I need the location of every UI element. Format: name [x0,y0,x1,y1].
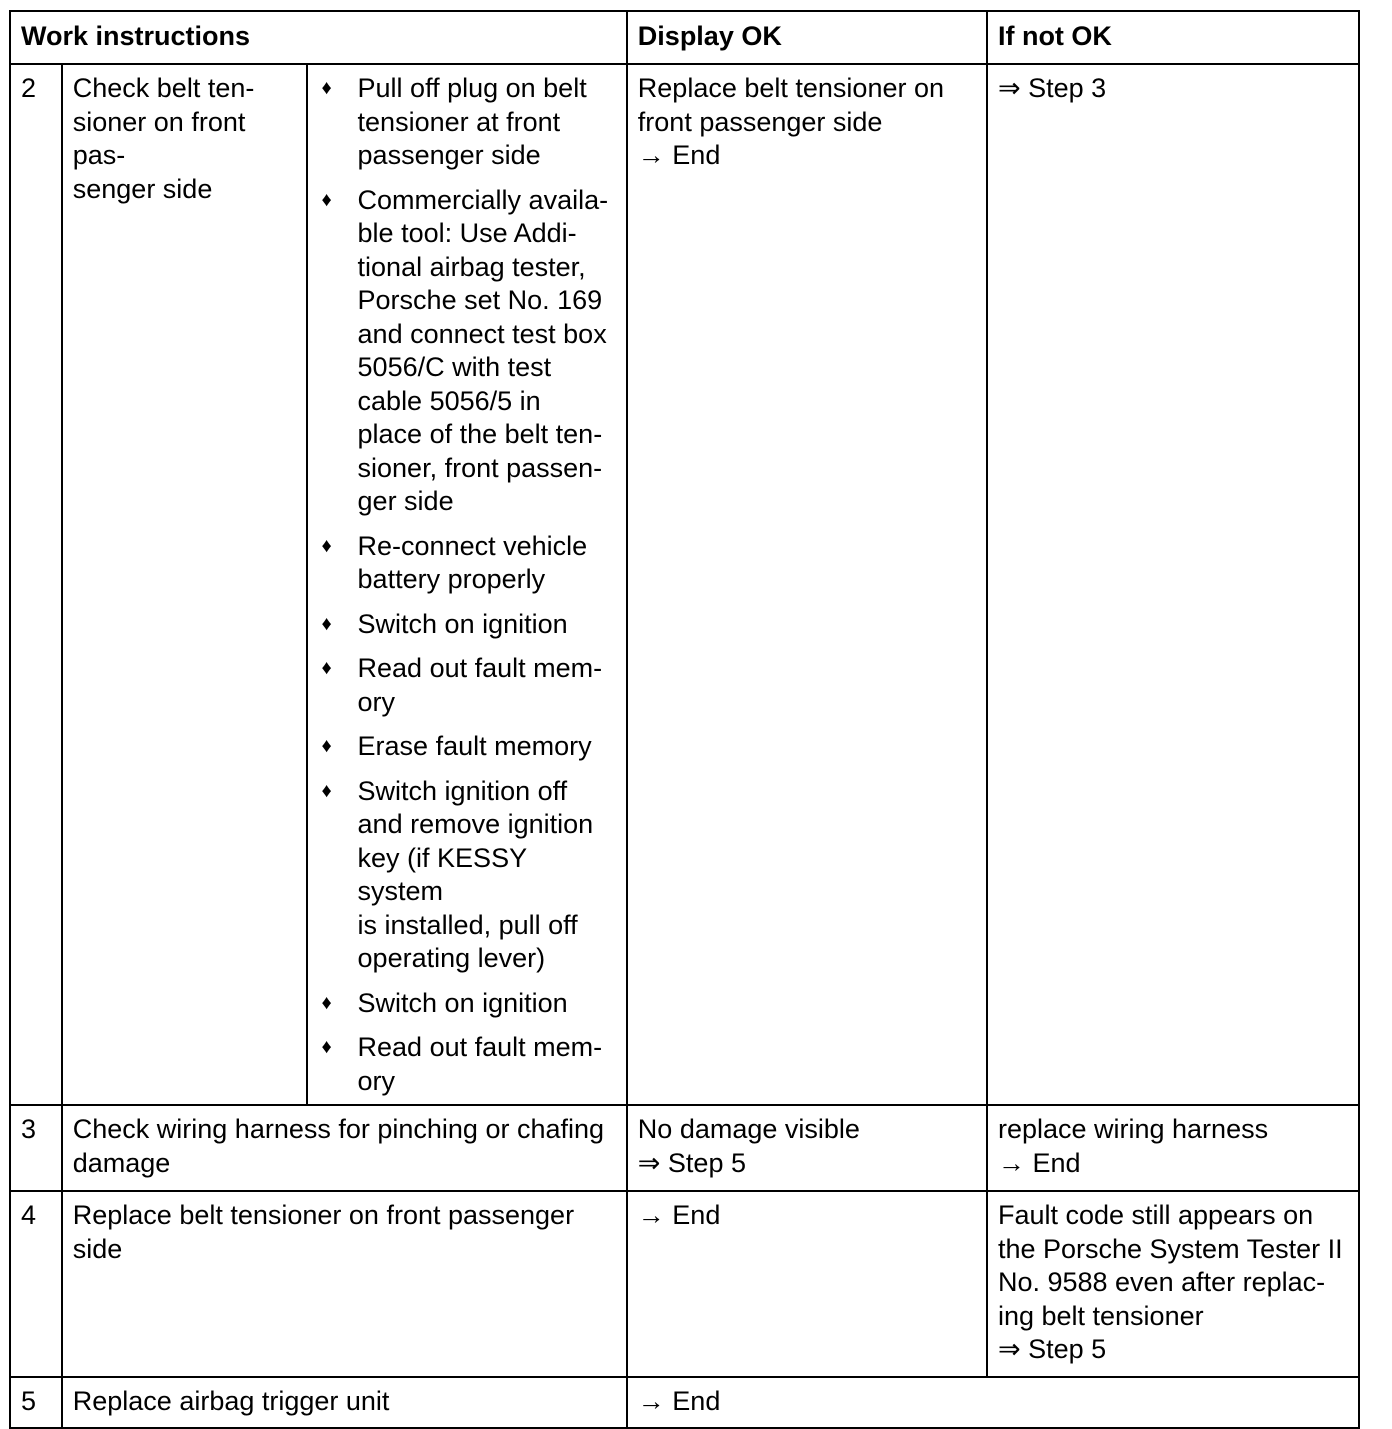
step-task-text: Check wiring harness for pinching or chafing damage [72,1114,605,1178]
header-if-not-ok: If not OK [987,11,1359,64]
if-not-ok-text: Fault code still appears on the Porsche System Tester II No. 9588 even after replac- ing belt tensioner ⇒ Step 5 [997,1200,1343,1364]
display-ok-text: No damage visible ⇒ Step 5 [637,1114,860,1178]
bullet-text: Switch ignition off and remove ignition key (if KESSY system is installed, pull off operating lever) [357,775,594,973]
bullet-text: Pull off plug on belt tensioner at front passenger side [357,73,587,170]
diamond-bullet-icon: ♦ [321,612,332,635]
display-ok-cell [627,1377,1359,1428]
step-task-text: Replace belt tensioner on front passenger side [72,1200,575,1264]
step-number: 2 [10,64,62,1105]
bullet-item [318,987,617,1021]
bullet-item [318,608,617,642]
display-ok-cell [627,1105,987,1191]
bullet-item [318,775,617,976]
bullet-item [318,72,617,173]
step-task [62,1105,627,1191]
if-not-ok-text: replace wiring harness → End [997,1114,1269,1178]
if-not-ok-cell [987,64,1359,1105]
step-task-text: Replace airbag trigger unit [72,1386,390,1416]
diamond-bullet-icon: ♦ [321,534,332,557]
bullet-text: Read out fault mem- ory [357,653,603,717]
bullet-item [318,530,617,597]
step-number: 4 [10,1191,62,1377]
bullet-item [318,652,617,719]
step-task [62,1191,627,1377]
diamond-bullet-icon: ♦ [321,779,332,802]
step-task-text: Check belt ten- sioner on front pas- senger side [72,73,255,204]
table-row [10,64,1359,1105]
if-not-ok-text: ⇒ Step 3 [997,73,1107,103]
bullet-item [318,184,617,519]
header-work-instructions: Work instructions [10,11,627,64]
step-number: 3 [10,1105,62,1191]
bullet-text: Switch on ignition [357,608,568,639]
table-row [10,1377,1359,1428]
header-display-ok: Display OK [627,11,987,64]
bullet-text: Switch on ignition [357,987,568,1018]
bullet-text: Erase fault memory [357,731,592,761]
display-ok-cell [627,1191,987,1377]
work-instructions-table [9,10,1360,1429]
header-row [10,11,1359,64]
diamond-bullet-icon: ♦ [321,735,332,757]
display-ok-text: → End [637,1386,721,1416]
bullet-list [318,72,617,1098]
step-bullets [307,64,627,1105]
display-ok-text: Replace belt tensioner on front passenger side → End [637,73,944,170]
bullet-item [318,1031,617,1098]
table-row [10,1191,1359,1377]
diamond-bullet-icon: ♦ [321,188,332,211]
display-ok-text: → End [637,1200,721,1230]
if-not-ok-cell [987,1105,1359,1191]
display-ok-cell [627,64,987,1105]
bullet-item [318,730,617,764]
if-not-ok-cell [987,1191,1359,1377]
step-task [62,1377,627,1428]
diamond-bullet-icon: ♦ [321,657,332,679]
diamond-bullet-icon: ♦ [321,77,332,99]
bullet-text: Commercially availa- ble tool: Use Addi- tional airbag tester, Porsche set No. 169 and connect test box 5056/C with test cable 5056/5 in place of the belt ten- sioner, front passen- ger side [357,184,609,516]
bullet-text: Re-connect vehicle battery properly [357,530,588,594]
table-row [10,1105,1359,1191]
diamond-bullet-icon: ♦ [321,1036,332,1058]
diamond-bullet-icon: ♦ [321,991,332,1014]
step-task [62,64,307,1105]
bullet-text: Read out fault mem- ory [357,1032,603,1096]
step-number: 5 [10,1377,62,1428]
